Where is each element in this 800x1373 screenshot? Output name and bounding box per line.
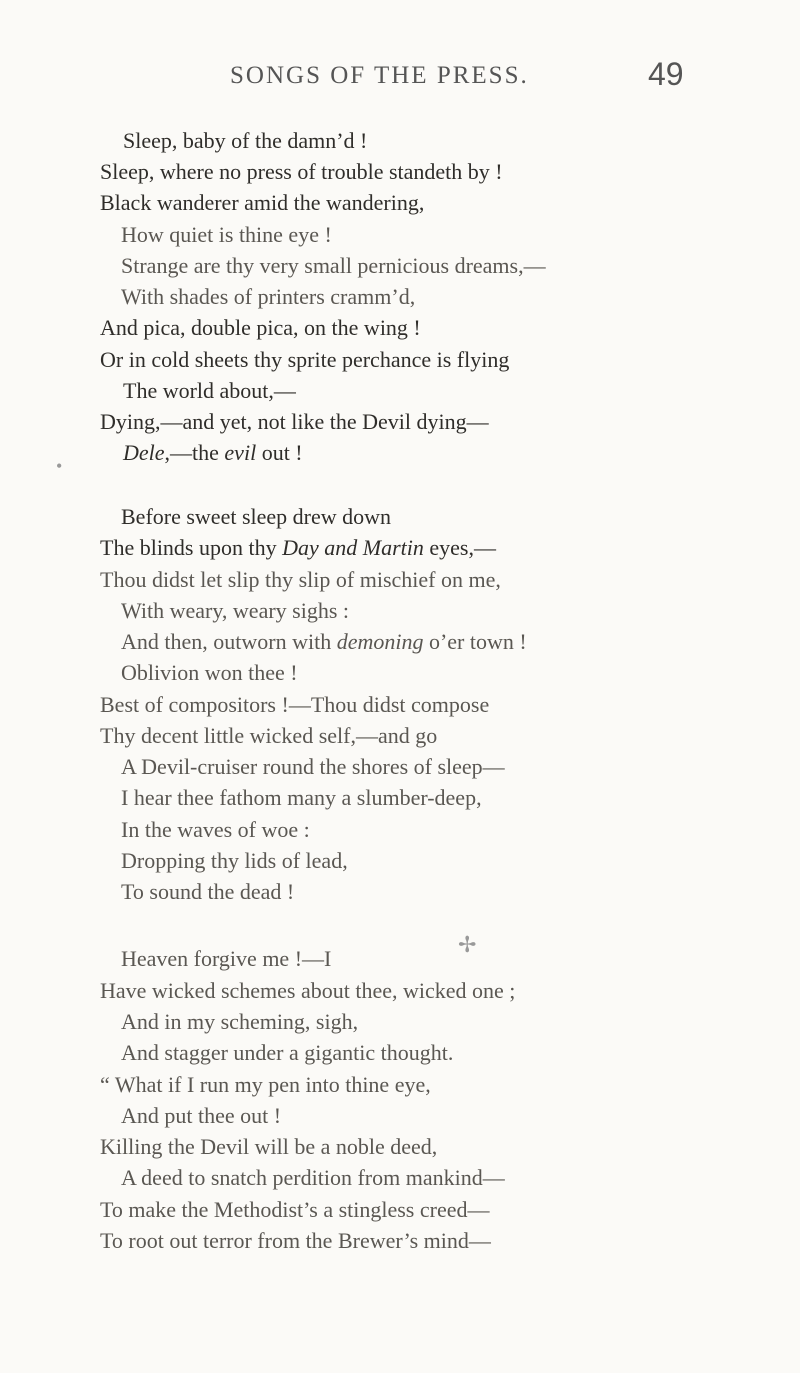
line-fragment: eyes,—	[423, 535, 496, 560]
poem-line: I hear thee fathom many a slumber-deep,	[121, 785, 482, 810]
poem-line: Strange are thy very small pernicious dreams,—	[121, 253, 546, 278]
poem-line: Best of compositors !—Thou didst compose	[100, 692, 490, 717]
poem-line: A Devil-cruiser round the shores of sleep—	[121, 754, 505, 779]
poem-line-italic	[123, 438, 303, 468]
poem-line: How quiet is thine eye !	[121, 222, 332, 247]
poem-line: To root out terror from the Brewer’s mind—	[100, 1228, 491, 1253]
poem-line: Or in cold sheets thy sprite perchance is flying	[100, 347, 510, 372]
poem-line: And pica, double pica, on the wing !	[100, 315, 421, 340]
line-fragment: ,—the	[164, 440, 225, 465]
poem-line: Before sweet sleep drew down	[121, 504, 392, 529]
poem-line: Heaven forgive me !—I	[121, 946, 332, 971]
stray-mark-icon: ✢	[458, 932, 477, 957]
poem-line: Dropping thy lids of lead,	[121, 848, 348, 873]
line-fragment: The blinds upon thy	[100, 535, 283, 560]
line-fragment: out !	[256, 440, 303, 465]
poem-line: Sleep, where no press of trouble standeth by !	[100, 159, 503, 184]
poem-line: Dying,—and yet, not like the Devil dying—	[100, 409, 489, 434]
italic-word: demoning	[336, 629, 424, 654]
line-fragment: And then, outworn with	[121, 629, 337, 654]
poem-line: Oblivion won thee !	[121, 660, 298, 685]
italic-word: evil	[224, 440, 257, 465]
poem-line: A deed to snatch perdition from mankind—	[121, 1165, 505, 1190]
poem-line: With weary, weary sighs :	[121, 598, 350, 623]
poem-line: In the waves of woe :	[121, 817, 310, 842]
poem-line: “ What if I run my pen into thine eye,	[100, 1072, 431, 1097]
page-header	[0, 56, 800, 102]
poem-line-italic	[121, 627, 527, 657]
poem-line-italic	[100, 533, 496, 563]
page-number: 49	[648, 56, 684, 92]
poem-line: Have wicked schemes about thee, wicked one ;	[100, 978, 516, 1003]
poem-line: And stagger under a gigantic thought.	[121, 1040, 454, 1065]
poem-line: Thou didst let slip thy slip of mischief on me,	[100, 567, 501, 592]
line-fragment: o’er town !	[423, 629, 527, 654]
poem-line: The world about,—	[123, 378, 296, 403]
poem-line: Thy decent little wicked self,—and go	[100, 723, 438, 748]
poem-line: To sound the dead !	[121, 879, 295, 904]
poem-line: With shades of printers cramm’d,	[121, 284, 416, 309]
stray-mark-icon: •	[56, 456, 63, 476]
italic-phrase: Day and Martin	[282, 535, 424, 560]
poem-line: Black wanderer amid the wandering,	[100, 190, 425, 215]
poem-line: To make the Methodist’s a stingless creed—	[100, 1197, 490, 1222]
running-title: SONGS OF THE PRESS.	[230, 62, 529, 89]
italic-word: Dele	[123, 440, 165, 465]
poem-line: Killing the Devil will be a noble deed,	[100, 1134, 438, 1159]
poem-line: Sleep, baby of the damn’d !	[123, 128, 368, 153]
poem-line: And put thee out !	[121, 1103, 282, 1128]
poem-line: And in my scheming, sigh,	[121, 1009, 359, 1034]
